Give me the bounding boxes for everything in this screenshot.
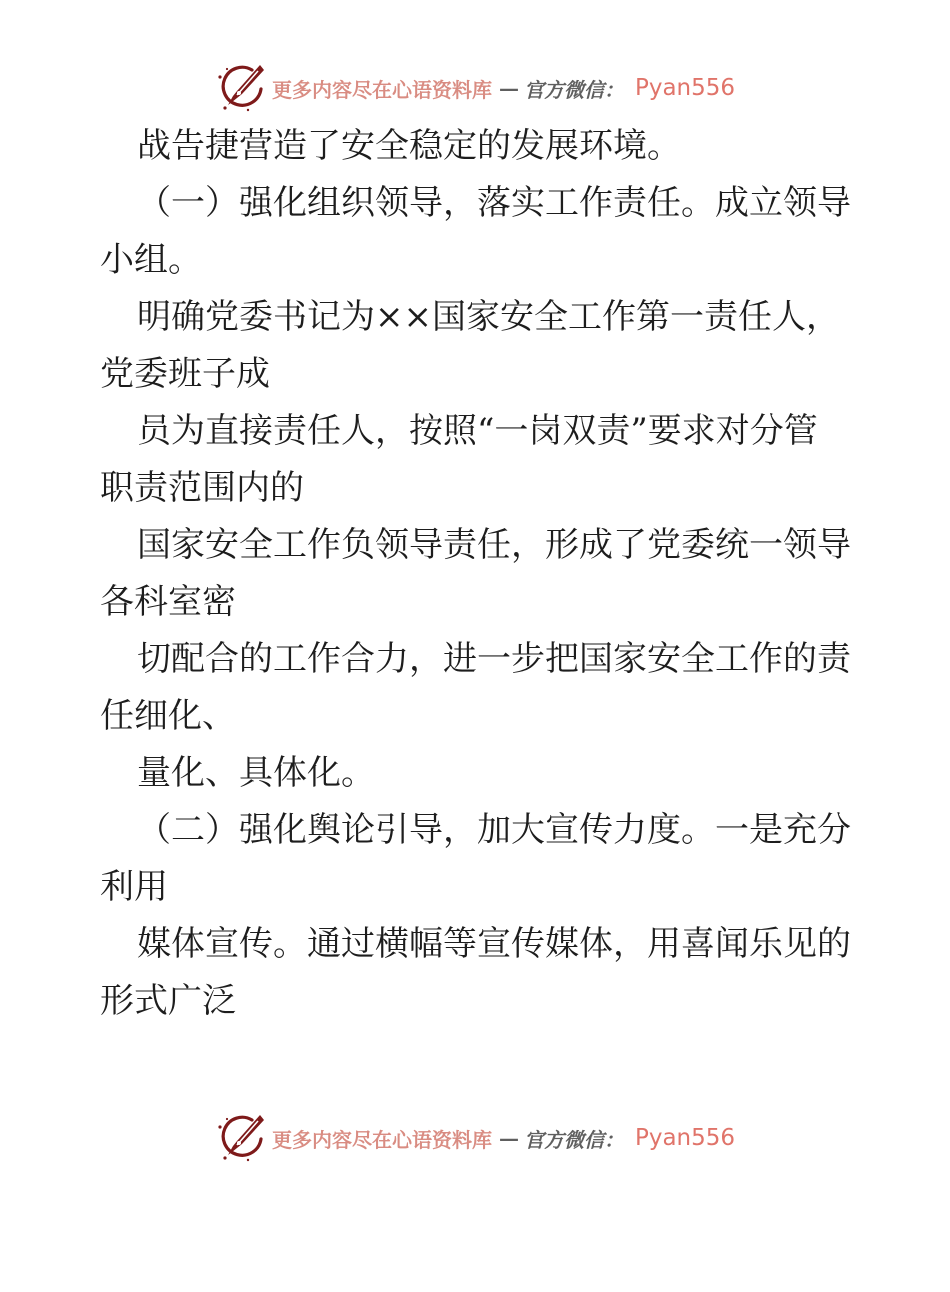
pen-logo-icon: [215, 62, 265, 114]
watermark-brand-text: 更多内容尽在心语资料库: [271, 77, 492, 102]
watermark-separator: —: [498, 1126, 517, 1150]
document-body: [0, 114, 950, 1030]
watermark-header: [0, 62, 950, 114]
text-line: 小组。: [100, 240, 202, 280]
text-line: 党委班子成: [100, 354, 270, 394]
watermark-separator: —: [498, 76, 517, 100]
text-line: 战告捷营造了安全稳定的发展环境。: [137, 126, 681, 166]
text-line: 利用: [100, 867, 168, 907]
document-page: [0, 62, 950, 1292]
watermark-wechat-id: Pyan556: [634, 75, 736, 101]
watermark-wechat-id: Pyan556: [634, 1125, 736, 1151]
text-line: 任细化、: [100, 696, 236, 736]
text-line: 各科室密: [100, 582, 236, 622]
text-line: 职责范围内的: [100, 468, 304, 508]
text-line: （一）强化组织领导，落实工作责任。成立领导: [137, 183, 851, 223]
text-line: 量化、具体化。: [137, 753, 375, 793]
text-line: 切配合的工作合力，进一步把国家安全工作的责: [137, 639, 851, 679]
pen-logo-icon: [215, 1112, 265, 1164]
text-line: 形式广泛: [100, 981, 236, 1021]
watermark-footer: [0, 1112, 950, 1164]
text-line: 媒体宣传。通过横幅等宣传媒体，用喜闻乐见的: [137, 924, 851, 964]
text-line: （二）强化舆论引导，加大宣传力度。一是充分: [137, 810, 851, 850]
text-line: 员为直接责任人，按照“一岗双责”要求对分管: [137, 411, 818, 451]
watermark-brand-text: 更多内容尽在心语资料库: [271, 1127, 492, 1152]
text-line: 国家安全工作负领导责任，形成了党委统一领导: [137, 525, 851, 565]
watermark-wechat-label: 官方微信：: [523, 77, 624, 102]
watermark-wechat-label: 官方微信：: [523, 1127, 624, 1152]
text-line: 明确党委书记为××国家安全工作第一责任人，: [137, 297, 840, 337]
